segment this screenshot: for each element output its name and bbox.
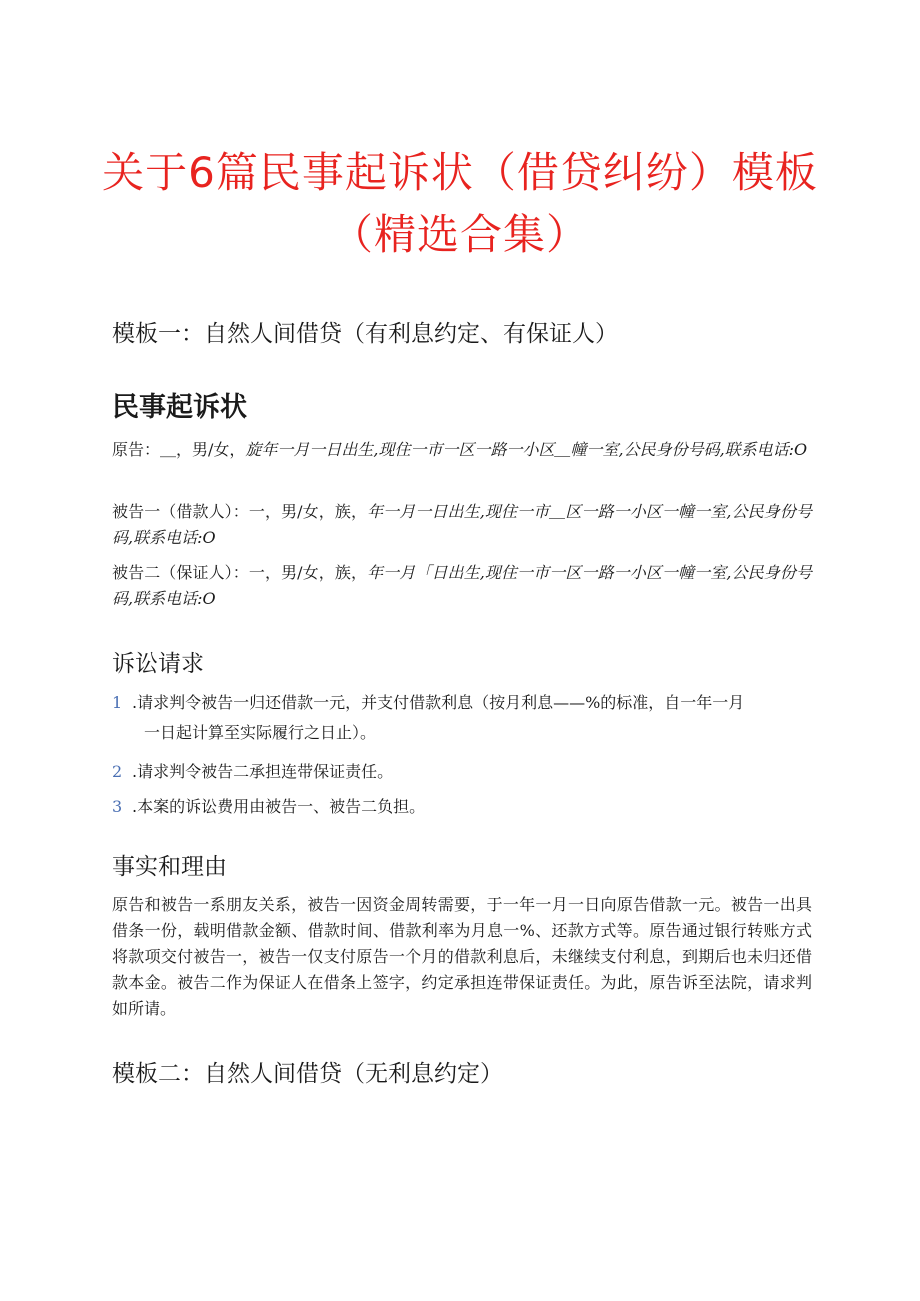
plaintiff-info-b: 旋年一月一日出生,现住一市一区一路一小区＿幢一室,公民身份号码,联系电话:O [245,440,808,459]
document-title [0,142,920,266]
plaintiff-info-a: 原告：＿，男/女， [112,440,246,459]
plaintiff-info [112,437,812,463]
defendant-1-info-a: 被告一（借款人）：一，男/女，族， [112,502,368,521]
claim-number: 2 [112,762,123,781]
title-line-1: 关于6篇民事起诉状（借贷纠纷）模板 [102,148,818,197]
complaint-title: 民事起诉状 [112,392,247,423]
template-1-heading: 模板一：自然人间借贷（有利息约定、有保证人） [112,321,618,347]
defendant-1-info [112,499,812,551]
defendant-2-info-a: 被告二（保证人）：一，男/女，族， [112,563,368,582]
claim-item-1 [112,688,812,748]
claim-number: 1 [112,693,123,712]
claim-item-2 [112,757,812,787]
defendant-2-info [112,560,812,612]
defendant-2-info-b: 年一月「日出生,现住一市一区一路一小区一幢一室,公民身份号码,联系电话:O [112,563,812,608]
claim-item-3 [112,792,812,822]
claims-heading: 诉讼请求 [112,651,204,677]
facts-heading: 事实和理由 [112,854,227,880]
facts-paragraph: 原告和被告一系朋友关系，被告一因资金周转需要，于一年一月一日向原告借款一元。被告一出具借条一份，载明借款金额、借款时间、借款利率为月息一%、还款方式等。原告通过银行转账方式将款项交付被告一，被告一仅支付原告一个月的借款利息后，未继续支付利息，到期后也未归还借款本金。被告二作为保证人在借条上签字，约定承担连带保证责任。为此，原告诉至法院，请求判如所请。 [112,895,812,1018]
claim-number: 3 [112,797,123,816]
title-line-2: （精选合集） [330,210,589,259]
template-2-heading: 模板二：自然人间借贷（无利息约定） [112,1061,503,1087]
claim-text: .请求判令被告一归还借款一元，并支付借款利息（按月利息——%的标准，自一年一月 [132,693,745,712]
defendant-1-info-b: 年一月一日出生,现住一市＿区一路一小区一幢一室,公民身份号码,联系电话:O [112,502,812,547]
claim-text: .本案的诉讼费用由被告一、被告二负担。 [132,797,426,816]
claim-text: .请求判令被告二承担连带保证责任。 [132,762,394,781]
claim-continuation: 一日起计算至实际履行之日止）。 [144,723,377,742]
